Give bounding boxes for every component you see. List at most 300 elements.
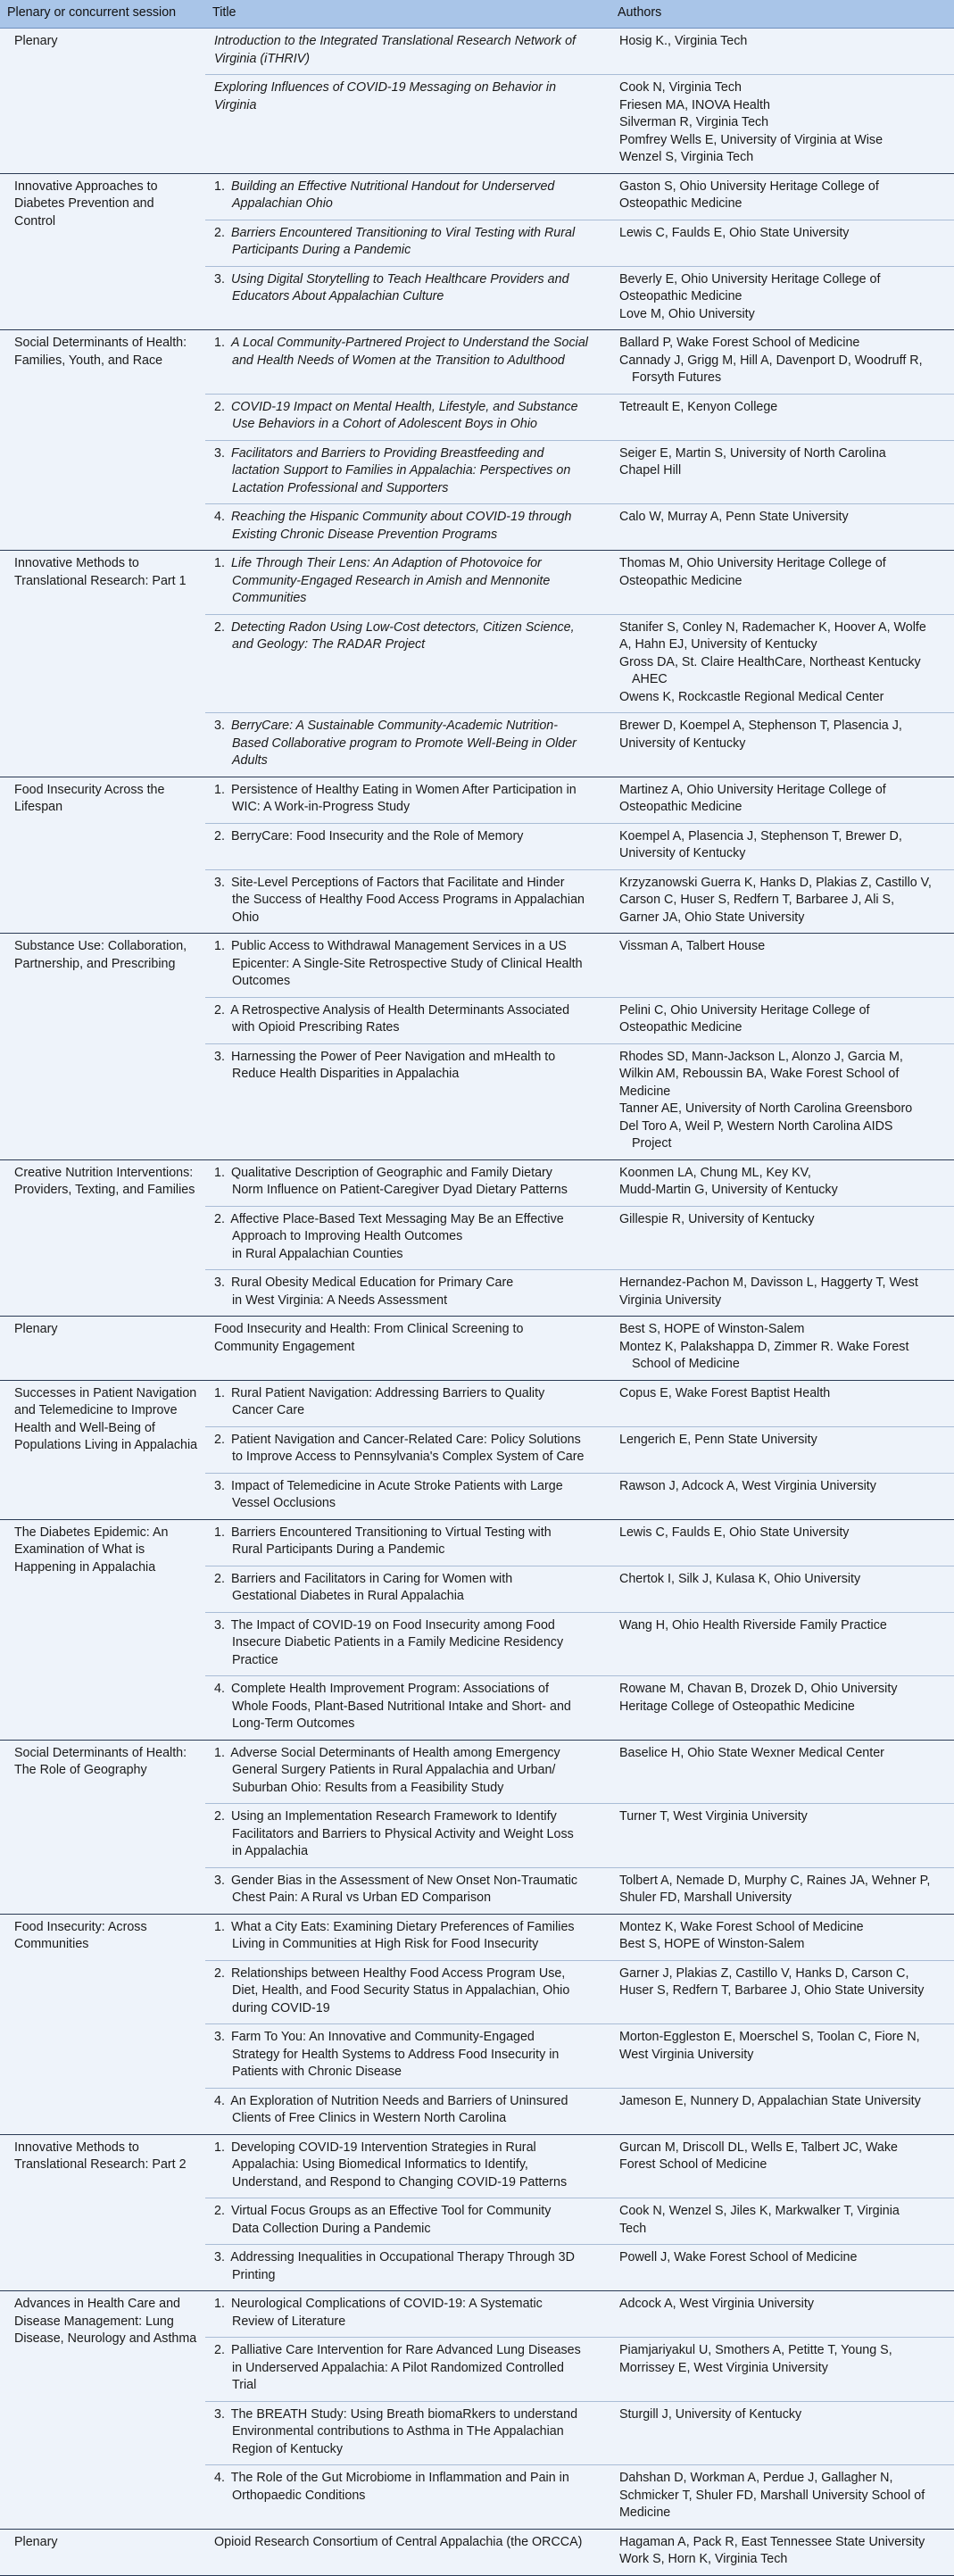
author-line: School of Medicine: [632, 1357, 740, 1371]
talk-number: 2.: [214, 828, 225, 843]
talk-title-line: the Success of Healthy Food Access Programs in Appalachian: [232, 893, 585, 907]
talk-authors-cell: [610, 1914, 954, 1960]
session-name: Plenary: [0, 1317, 205, 1381]
author-line: Krzyzanowski Guerra K, Hanks D, Plakias Z, Castillo V,: [619, 875, 932, 890]
author-line: Piamjariyakul U, Smothers A, Petitte T, Young S,: [619, 2343, 892, 2357]
talk-title-cell: [205, 997, 610, 1043]
session-name: Social Determinants of Health: Families, Youth, and Race: [0, 330, 205, 551]
talk-title-cell: [205, 1914, 610, 1960]
table-row: [0, 1740, 954, 1804]
talk-title-cell: [205, 1519, 610, 1566]
talk-title-line: Addressing Inequalities in Occupational Therapy Through 3D: [230, 2250, 575, 2264]
talk-title-line: with Opioid Prescribing Rates: [232, 1020, 400, 1035]
talk-title-cell: [205, 1206, 610, 1270]
author-line: Schmicker T, Shuler FD, Marshall University School of: [619, 2488, 925, 2503]
talk-authors-cell: [610, 330, 954, 395]
author-line: Osteopathic Medicine: [619, 1020, 742, 1035]
author-line: Forest School of Medicine: [619, 2157, 767, 2172]
talk-title-line: Norm Influence on Patient-Caregiver Dyad Dietary Patterns: [232, 1183, 568, 1197]
talk-number: 2.: [214, 1002, 225, 1018]
talk-title-line: to Improve Access to Pennsylvania's Complex System of Care: [232, 1450, 585, 1464]
talk-number: 2.: [214, 2204, 225, 2218]
author-line: Cannady J, Grigg M, Hill A, Davenport D, Woodruff R,: [619, 353, 923, 368]
author-line: Seiger E, Martin S, University of North Carolina: [619, 445, 886, 461]
author-line: Lengerich E, Penn State University: [619, 1432, 817, 1447]
talk-title-line: in West Virginia: A Needs Assessment: [232, 1292, 448, 1308]
talk-authors-cell: [610, 1380, 954, 1426]
talk-authors-cell: [610, 1960, 954, 2024]
author-line: Gillespie R, University of Kentucky: [619, 1211, 815, 1226]
talk-authors-cell: [610, 1426, 954, 1473]
talk-title-cell: [205, 2338, 610, 2402]
author-line: AHEC: [632, 672, 668, 686]
talk-authors-cell: [610, 2465, 954, 2530]
talk-title-line: Reaching the Hispanic Community about COVID-19 through: [230, 510, 572, 524]
talk-authors-cell: [610, 1043, 954, 1159]
talk-title-line: Public Access to Withdrawal Management Services in a US: [230, 939, 567, 953]
session-name: Advances in Health Care and Disease Management: Lung Disease, Neurology and Asthma: [0, 2291, 205, 2530]
author-line: Tetreault E, Kenyon College: [619, 399, 778, 414]
talk-authors-cell: [610, 1519, 954, 1566]
talk-number: 2.: [214, 1571, 225, 1586]
talk-title-cell: [205, 2465, 610, 2530]
talk-title-line: Understand, and Respond to Changing COVID-19 Patterns: [232, 2174, 568, 2190]
talk-title-cell: [205, 1043, 610, 1159]
author-line: Silverman R, Virginia Tech: [619, 115, 769, 129]
talk-title-line: Harnessing the Power of Peer Navigation and mHealth to: [230, 1049, 556, 1064]
talk-title-line: Communities: [232, 591, 307, 605]
author-line: Chertok I, Silk J, Kulasa K, Ohio University: [619, 1571, 861, 1586]
author-line: Gross DA, St. Claire HealthCare, Northeast Kentucky: [619, 654, 921, 669]
talk-title-line: Patient Navigation and Cancer-Related Care: Policy Solutions: [230, 1432, 581, 1447]
session-name: Creative Nutrition Interventions: Providers, Texting, and Families: [0, 1159, 205, 1317]
talk-title-cell: [205, 220, 610, 266]
talk-title-cell: [205, 266, 610, 330]
talk-title-cell: [205, 823, 610, 869]
talk-title-line: Insecure Diabetic Patients in a Family Medicine Residency: [232, 1635, 564, 1649]
talk-title-cell: [205, 934, 610, 998]
talk-authors-cell: [610, 1317, 954, 1381]
talk-title-line: Review of Literature: [232, 2314, 346, 2329]
talk-authors-cell: [610, 2291, 954, 2338]
talk-title-line: Persistence of Healthy Eating in Women After Participation in: [230, 782, 577, 797]
author-line: Virginia University: [619, 1292, 722, 1308]
talk-title-line: Epicenter: A Single-Site Retrospective Study of Clinical Health: [232, 956, 583, 971]
talk-title-line: Lactation Professional and Supporters: [232, 480, 449, 495]
author-line: Turner T, West Virginia University: [619, 1809, 808, 1824]
talk-number: 1.: [214, 336, 225, 350]
talk-title-cell: [205, 1960, 610, 2024]
talk-title-cell: [205, 777, 610, 823]
table-row: [0, 2291, 954, 2338]
talk-title-line: What a City Eats: Examining Dietary Preferences of Families: [230, 1919, 575, 1934]
author-line: Pelini C, Ohio University Heritage College of: [619, 1002, 870, 1018]
talk-title-line: Exploring Influences of COVID-19 Messaging on Behavior in: [214, 80, 557, 95]
session-name: Innovative Methods to Translational Research: Part 1: [0, 551, 205, 777]
talk-title-line: The Role of the Gut Microbiome in Inflammation and Pain in: [230, 2471, 569, 2485]
talk-title-line: Educators About Appalachian Culture: [232, 289, 444, 303]
table-row: [0, 2134, 954, 2198]
talk-authors-cell: [610, 1270, 954, 1317]
author-line: Carson C, Huser S, Redfern T, Barbaree J, Ali S,: [619, 893, 895, 907]
talk-number: 2.: [214, 1432, 225, 1447]
talk-title-cell: [205, 1426, 610, 1473]
talk-authors-cell: [610, 713, 954, 777]
talk-number: 2.: [214, 1211, 225, 1226]
talk-number: 3.: [214, 1873, 225, 1888]
table-row: [0, 173, 954, 220]
talk-title-line: Farm To You: An Innovative and Community-Engaged: [230, 2030, 535, 2044]
talk-title-line: COVID-19 Impact on Mental Health, Lifestyle, and Substance: [230, 399, 578, 414]
author-line: Koonmen LA, Chung ML, Key KV,: [619, 1165, 811, 1180]
talk-title-line: Use Behaviors in a Cohort of Adolescent Boys in Ohio: [232, 417, 537, 431]
author-line: Jameson E, Nunnery D, Appalachian State University: [619, 2093, 921, 2108]
author-line: Pomfrey Wells E, University of Virginia at Wise: [619, 132, 883, 147]
table-row: [0, 2529, 954, 2575]
talk-title-line: Orthopaedic Conditions: [232, 2488, 366, 2503]
talk-title-line: Trial: [232, 2378, 257, 2392]
talk-number: 2.: [214, 225, 225, 240]
talk-number: 3.: [214, 1276, 225, 1290]
author-line: Cook N, Wenzel S, Jiles K, Markwalker T, Virginia: [619, 2204, 900, 2218]
talk-title-cell: [205, 2529, 610, 2575]
talk-title-line: Life Through Their Lens: An Adaption of Photovoice for: [230, 556, 542, 570]
talk-title-cell: [205, 1867, 610, 1914]
header-row: [0, 0, 954, 29]
session-name: Innovative Approaches to Diabetes Prevention and Control: [0, 173, 205, 330]
talk-authors-cell: [610, 2134, 954, 2198]
talk-title-cell: [205, 614, 610, 713]
talk-authors-cell: [610, 266, 954, 330]
talk-title-line: Relationships between Healthy Food Access Program Use,: [230, 1965, 566, 1981]
talk-title-line: Neurological Complications of COVID-19: A Systematic: [230, 2297, 543, 2311]
talk-title-line: Vessel Occlusions: [232, 1496, 336, 1510]
talk-title-cell: [205, 713, 610, 777]
talk-authors-cell: [610, 29, 954, 75]
talk-title-line: Based Collaborative program to Promote Well-Being in Older: [232, 735, 577, 751]
talk-title-cell: [205, 29, 610, 75]
talk-title-cell: [205, 2134, 610, 2198]
talk-title-line: A Local Community-Partnered Project to Understand the Social: [230, 336, 588, 350]
author-line: Medicine: [619, 1084, 671, 1099]
talk-authors-cell: [610, 997, 954, 1043]
talk-authors-cell: [610, 823, 954, 869]
talk-number: 1.: [214, 2297, 225, 2311]
talk-title-cell: [205, 394, 610, 440]
author-line: Heritage College of Osteopathic Medicine: [619, 1699, 855, 1714]
talk-number: 2.: [214, 1809, 225, 1824]
table-row: [0, 1914, 954, 1960]
talk-title-line: Barriers Encountered Transitioning to Virtual Testing with: [230, 1525, 552, 1540]
talk-number: 3.: [214, 2030, 225, 2044]
talk-title-line: Facilitators and Barriers to Physical Activity and Weight Loss: [232, 1826, 574, 1841]
author-line: Shuler FD, Marshall University: [619, 1890, 792, 1905]
session-name: Substance Use: Collaboration, Partnership, and Prescribing: [0, 934, 205, 1160]
talk-title-line: Cancer Care: [232, 1403, 305, 1417]
author-line: Friesen MA, INOVA Health: [619, 97, 770, 112]
talk-title-cell: [205, 869, 610, 934]
author-line: Osteopathic Medicine: [619, 573, 742, 588]
talk-title-cell: [205, 1612, 610, 1676]
talk-authors-cell: [610, 2401, 954, 2465]
talk-title-line: Impact of Telemedicine in Acute Stroke Patients with Large: [230, 1478, 563, 1493]
talk-title-line: during COVID-19: [232, 2000, 330, 2015]
author-line: Lewis C, Faulds E, Ohio State University: [619, 1525, 850, 1540]
author-line: Hagaman A, Pack R, East Tennessee State University: [619, 2534, 925, 2549]
author-line: Love M, Ohio University: [619, 306, 755, 321]
talk-title-line: Food Insecurity and Health: From Clinical Screening to: [214, 1322, 524, 1336]
author-line: Powell J, Wake Forest School of Medicine: [619, 2250, 858, 2264]
talk-title-cell: [205, 1159, 610, 1206]
talk-number: 1.: [214, 1165, 225, 1180]
talk-title-line: Community Engagement: [214, 1339, 355, 1354]
author-line: Hernandez-Pachon M, Davisson L, Haggerty T, West: [619, 1276, 918, 1290]
talk-authors-cell: [610, 1473, 954, 1519]
author-line: A, Hahn EJ, University of Kentucky: [619, 637, 817, 652]
author-line: Del Toro A, Weil P, Western North Carolina AIDS: [619, 1118, 893, 1134]
talk-authors-cell: [610, 173, 954, 220]
talk-title-line: Ohio: [232, 910, 260, 925]
talk-title-line: in Underserved Appalachia: A Pilot Randomized Controlled: [232, 2360, 564, 2375]
session-name: Plenary: [0, 2529, 205, 2575]
talk-title-line: Existing Chronic Disease Prevention Programs: [232, 527, 498, 542]
talk-title-cell: [205, 2245, 610, 2291]
author-line: Gaston S, Ohio University Heritage College of: [619, 179, 879, 194]
talk-number: 4.: [214, 2471, 225, 2485]
talk-authors-cell: [610, 777, 954, 823]
talk-authors-cell: [610, 614, 954, 713]
talk-title-line: Participants During a Pandemic: [232, 243, 411, 257]
talk-title-line: Opioid Research Consortium of Central Appalachia (the ORCCA): [214, 2534, 583, 2549]
author-line: Vissman A, Talbert House: [619, 939, 766, 953]
author-line: Rawson J, Adcock A, West Virginia University: [619, 1478, 876, 1493]
talk-title-line: The BREATH Study: Using Breath biomaRkers to understand: [230, 2406, 578, 2422]
session-name: Food Insecurity: Across Communities: [0, 1914, 205, 2134]
talk-title-line: Patients with Chronic Disease: [232, 2065, 402, 2079]
talk-title-line: Reduce Health Disparities in Appalachia: [232, 1067, 460, 1081]
table-body: [0, 29, 954, 2576]
talk-title-cell: [205, 1380, 610, 1426]
talk-title-cell: [205, 1270, 610, 1317]
talk-number: 3.: [214, 875, 225, 890]
author-line: Wenzel S, Virginia Tech: [619, 150, 754, 164]
talk-authors-cell: [610, 551, 954, 615]
header-title: Title: [205, 0, 610, 29]
talk-title-line: Appalachia: Using Biomedical Informatics to Identify,: [232, 2157, 528, 2172]
author-line: Stanifer S, Conley N, Rademacher K, Hoover A, Wolfe: [619, 619, 926, 635]
talk-authors-cell: [610, 1740, 954, 1804]
author-line: Huser S, Redfern T, Barbaree J, Ohio State University: [619, 1983, 925, 1998]
talk-title-line: in Rural Appalachian Counties: [232, 1246, 403, 1261]
author-line: Morrissey E, West Virginia University: [619, 2360, 828, 2375]
talk-title-line: Suburban Ohio: Results from a Feasibility Study: [232, 1780, 504, 1795]
talk-authors-cell: [610, 75, 954, 174]
header-authors: Authors: [610, 0, 954, 29]
talk-title-cell: [205, 1566, 610, 1612]
talk-title-line: Using Digital Storytelling to Teach Healthcare Providers and: [230, 271, 569, 287]
table-row: [0, 1519, 954, 1566]
talk-title-line: Environmental contributions to Asthma in THe Appalachian: [232, 2424, 564, 2439]
talk-title-line: Gestational Diabetes in Rural Appalachia: [232, 1589, 464, 1603]
talk-title-line: Clients of Free Clinics in Western North Carolina: [232, 2111, 507, 2125]
talk-title-cell: [205, 2198, 610, 2245]
talk-authors-cell: [610, 220, 954, 266]
table-row: [0, 551, 954, 615]
table-header: [0, 0, 954, 29]
author-line: Sturgill J, University of Kentucky: [619, 2406, 802, 2422]
talk-authors-cell: [610, 1159, 954, 1206]
talk-authors-cell: [610, 440, 954, 504]
talk-title-line: Detecting Radon Using Low-Cost detectors, Citizen Science,: [230, 619, 575, 635]
author-line: Osteopathic Medicine: [619, 196, 742, 211]
talk-title-line: Outcomes: [232, 974, 291, 988]
author-line: Brewer D, Koempel A, Stephenson T, Plasencia J,: [619, 719, 902, 733]
table-row: [0, 1380, 954, 1426]
author-line: Montez K, Wake Forest School of Medicine: [619, 1919, 864, 1934]
talk-title-line: The Impact of COVID-19 on Food Insecurity among Food: [230, 1617, 555, 1633]
talk-authors-cell: [610, 2198, 954, 2245]
talk-authors-cell: [610, 394, 954, 440]
talk-number: 3.: [214, 1478, 225, 1493]
talk-authors-cell: [610, 1676, 954, 1741]
talk-title-line: Community-Engaged Research in Amish and Mennonite: [232, 573, 551, 588]
author-line: Koempel A, Plasencia J, Stephenson T, Brewer D,: [619, 828, 902, 843]
talk-title-cell: [205, 2401, 610, 2465]
talk-authors-cell: [610, 2088, 954, 2134]
author-line: University of Kentucky: [619, 846, 746, 860]
talk-number: 3.: [214, 1049, 225, 1064]
talk-number: 1.: [214, 2140, 225, 2155]
talk-number: 1.: [214, 556, 225, 570]
talk-number: 1.: [214, 179, 225, 194]
talk-number: 1.: [214, 939, 225, 953]
talk-title-cell: [205, 2291, 610, 2338]
talk-number: 2.: [214, 399, 225, 414]
talk-number: 1.: [214, 782, 225, 797]
author-line: Hosig K., Virginia Tech: [619, 34, 748, 48]
talk-title-line: Rural Obesity Medical Education for Primary Care: [230, 1276, 514, 1290]
talk-number: 4.: [214, 1682, 225, 1696]
talk-number: 1.: [214, 1385, 225, 1400]
talk-number: 4.: [214, 2093, 225, 2108]
talk-title-line: WIC: A Work-in-Progress Study: [232, 800, 411, 814]
talk-title-line: Adverse Social Determinants of Health among Emergency: [230, 1745, 560, 1760]
talk-number: 1.: [214, 1919, 225, 1934]
talk-title-line: General Surgery Patients in Rural Appalachia and Urban/: [232, 1763, 556, 1777]
author-line: West Virginia University: [619, 2047, 754, 2062]
author-line: University of Kentucky: [619, 735, 746, 751]
author-line: Wang H, Ohio Health Riverside Family Practice: [619, 1617, 887, 1633]
author-line: Owens K, Rockcastle Regional Medical Center: [619, 689, 884, 704]
talk-title-line: and Geology: The RADAR Project: [232, 637, 426, 652]
talk-number: 1.: [214, 1525, 225, 1540]
talk-title-line: Rural Patient Navigation: Addressing Barriers to Quality: [230, 1385, 545, 1400]
author-line: Project: [632, 1136, 672, 1151]
talk-title-line: Barriers and Facilitators in Caring for Women with: [230, 1571, 513, 1586]
talk-title-line: Gender Bias in the Assessment of New Onset Non-Traumatic: [230, 1873, 578, 1888]
author-line: Wilkin AM, Reboussin BA, Wake Forest School of: [619, 1067, 900, 1081]
talk-number: 3.: [214, 2250, 225, 2264]
talk-title-line: in Appalachia: [232, 1844, 309, 1858]
author-line: Best S, HOPE of Winston-Salem: [619, 1937, 805, 1951]
talk-title-line: Adults: [232, 753, 268, 768]
talk-title-line: Virginia: [214, 97, 257, 112]
talk-title-line: Qualitative Description of Geographic and Family Dietary: [230, 1165, 552, 1180]
talk-number: 4.: [214, 510, 225, 524]
talk-title-line: Practice: [232, 1652, 278, 1667]
talk-title-line: Long-Term Outcomes: [232, 1716, 355, 1731]
author-line: Forsyth Futures: [632, 370, 722, 385]
talk-title-line: A Retrospective Analysis of Health Determinants Associated: [230, 1002, 570, 1018]
talk-authors-cell: [610, 504, 954, 551]
author-line: Adcock A, West Virginia University: [619, 2297, 814, 2311]
talk-title-line: Data Collection During a Pandemic: [232, 2221, 431, 2236]
author-line: Thomas M, Ohio University Heritage College of: [619, 556, 886, 570]
talk-title-line: An Exploration of Nutrition Needs and Barriers of Uninsured: [230, 2093, 568, 2108]
talk-title-line: Virtual Focus Groups as an Effective Tool for Community: [230, 2204, 552, 2218]
author-line: Tolbert A, Nemade D, Murphy C, Raines JA, Wehner P,: [619, 1873, 931, 1888]
talk-title-line: Site-Level Perceptions of Factors that Facilitate and Hinder: [230, 875, 565, 890]
author-line: Tech: [619, 2221, 647, 2236]
table-row: [0, 1159, 954, 1206]
talk-number: 3.: [214, 1617, 225, 1633]
talk-title-line: Using an Implementation Research Framework to Identify: [230, 1809, 557, 1824]
talk-title-line: Building an Effective Nutritional Handout for Underserved: [230, 179, 555, 194]
talk-title-line: Approach to Improving Health Outcomes: [232, 1229, 463, 1243]
talk-title-line: Complete Health Improvement Program: Associations of: [230, 1682, 549, 1696]
table-row: [0, 934, 954, 998]
talk-title-line: Diet, Health, and Food Security Status in Appalachian, Ohio: [232, 1983, 570, 1998]
talk-title-line: Appalachian Ohio: [232, 196, 333, 211]
session-name: Successes in Patient Navigation and Telemedicine to Improve Health and Well-Being of Populations Living in Appalachia: [0, 1380, 205, 1519]
author-line: Morton-Eggleston E, Moerschel S, Toolan C, Fiore N,: [619, 2030, 920, 2044]
talk-title-cell: [205, 1804, 610, 1868]
session-name: Social Determinants of Health: The Role of Geography: [0, 1740, 205, 1914]
talk-title-line: Palliative Care Intervention for Rare Advanced Lung Diseases: [230, 2343, 581, 2357]
talk-authors-cell: [610, 1206, 954, 1270]
author-line: Medicine: [619, 2505, 671, 2520]
talk-title-cell: [205, 75, 610, 174]
talk-title-cell: [205, 1473, 610, 1519]
talk-title-line: Whole Foods, Plant-Based Nutritional Intake and Short- and: [232, 1699, 571, 1714]
session-name: Food Insecurity Across the Lifespan: [0, 777, 205, 934]
talk-number: 2.: [214, 1965, 225, 1981]
author-line: Gurcan M, Driscoll DL, Wells E, Talbert JC, Wake: [619, 2140, 898, 2155]
author-line: Montez K, Palakshappa D, Zimmer R. Wake Forest: [619, 1339, 909, 1354]
table-row: [0, 29, 954, 75]
talk-title-line: Barriers Encountered Transitioning to Viral Testing with Rural: [230, 225, 576, 240]
talk-number: 1.: [214, 1745, 225, 1760]
talk-title-line: Living in Communities at High Risk for Food Insecurity: [232, 1937, 539, 1951]
talk-number: 2.: [214, 2343, 225, 2357]
talk-authors-cell: [610, 869, 954, 934]
talk-title-line: BerryCare: A Sustainable Community-Academic Nutrition-: [230, 719, 559, 733]
talk-title-cell: [205, 1317, 610, 1381]
session-name: The Diabetes Epidemic: An Examination of What is Happening in Appalachia: [0, 1519, 205, 1740]
talk-title-cell: [205, 1676, 610, 1741]
author-line: Osteopathic Medicine: [619, 800, 742, 814]
talk-title-line: Facilitators and Barriers to Providing Breastfeeding and: [230, 445, 544, 461]
talk-title-cell: [205, 504, 610, 551]
header-session: Plenary or concurrent session: [0, 0, 205, 29]
talk-authors-cell: [610, 934, 954, 998]
author-line: Rhodes SD, Mann-Jackson L, Alonzo J, Garcia M,: [619, 1049, 903, 1064]
author-line: Copus E, Wake Forest Baptist Health: [619, 1385, 831, 1400]
talk-title-line: Introduction to the Integrated Translational Research Network of: [214, 34, 577, 48]
author-line: Garner JA, Ohio State University: [619, 910, 805, 925]
session-name: Plenary: [0, 29, 205, 174]
talk-title-cell: [205, 173, 610, 220]
